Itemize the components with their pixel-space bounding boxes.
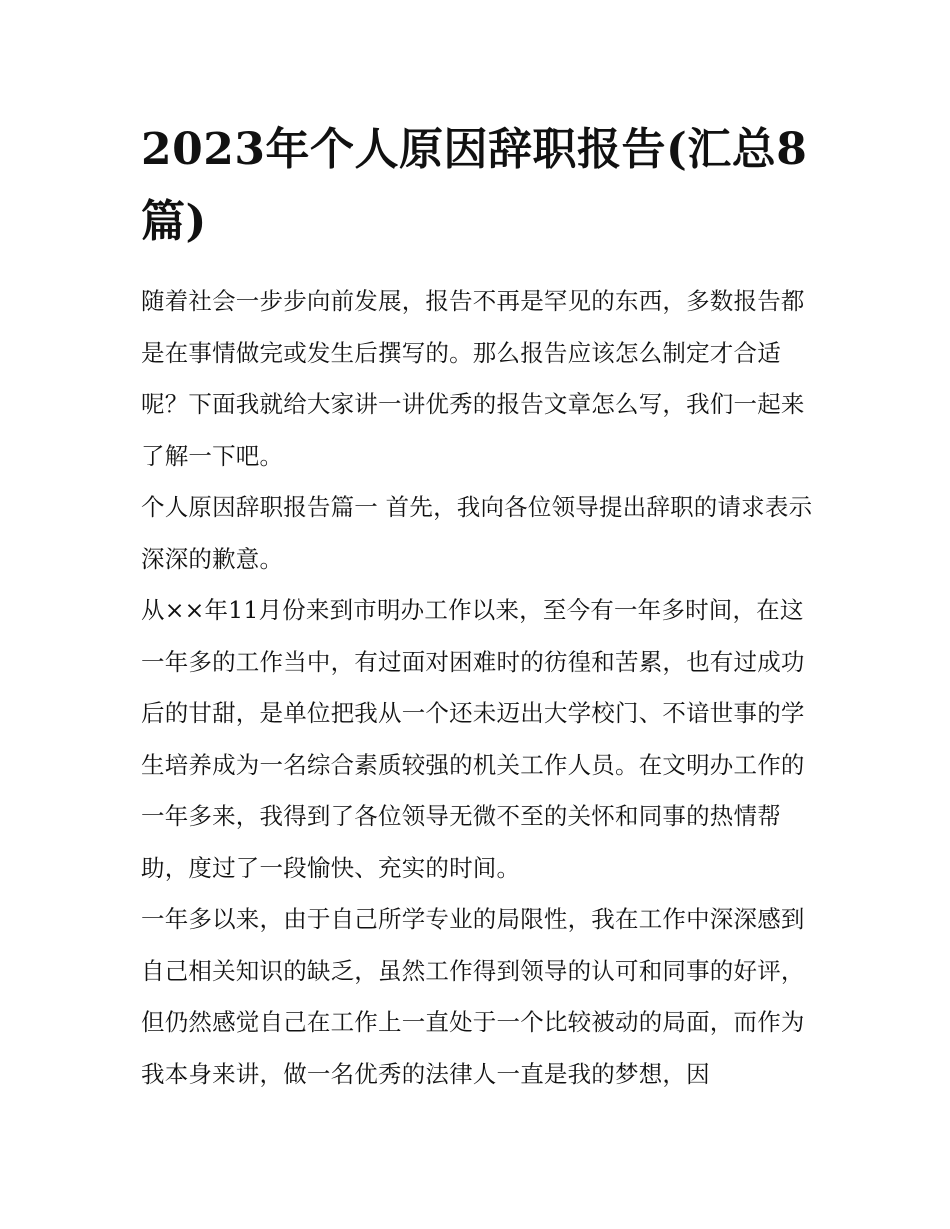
paragraph-work-history: 从××年11月份来到市明办工作以来，至今有一年多时间，在这一年多的工作当中，有过面对困难时的彷徨和苦累，也有过成功后的甘甜，是单位把我从一个还未迈出大学校门、不谙世事的学生培养成为一名综合素质较强的机关工作人员。在文明办工作的一年多来，我得到了各位领导无微不至的关怀和同事的热情帮助，度过了一段愉快、充实的时间。 xyxy=(141,596,805,882)
document-title: 2023年个人原因辞职报告(汇总8篇) xyxy=(141,124,808,247)
document-page xyxy=(141,114,813,1100)
paragraph-intro: 随着社会一步步向前发展，报告不再是罕见的东西，多数报告都是在事情做完或发生后撰写的。那么报告应该怎么制定才合适呢？下面我就给大家讲一讲优秀的报告文章怎么写，我们一起来了解一下吧。 xyxy=(141,287,805,470)
paragraph-section-one-opening: 个人原因辞职报告篇一 首先，我向各位领导提出辞职的请求表示深深的歉意。 xyxy=(141,493,813,573)
paragraph-reason: 一年多以来，由于自己所学专业的局限性，我在工作中深深感到自己相关知识的缺乏，虽然工作得到领导的认可和同事的好评，但仍然感觉自己在工作上一直处于一个比较被动的局面，而作为我本身来讲，做一名优秀的法律人一直是我的梦想，因 xyxy=(141,905,805,1088)
